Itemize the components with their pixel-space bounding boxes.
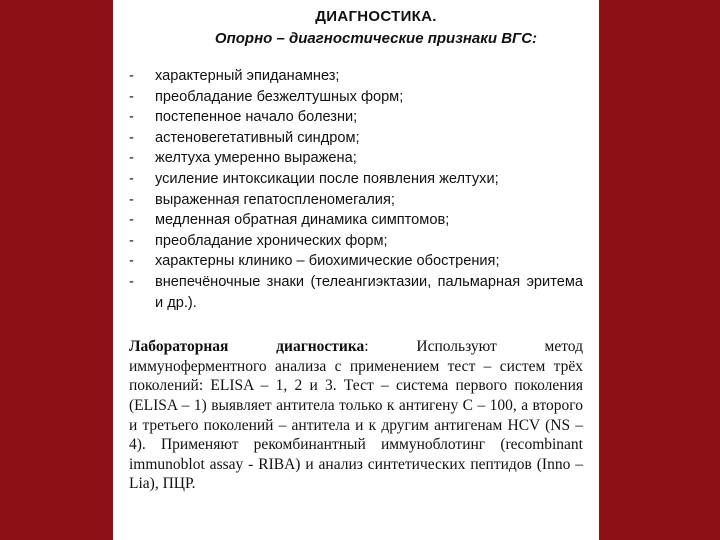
list-item <box>129 231 583 252</box>
dash-bullet: - <box>129 109 134 126</box>
dash-bullet: - <box>129 68 134 84</box>
list-item-text: характерный эпиданамнез; <box>155 68 340 84</box>
list-item-text: преобладание хронических форм; <box>155 232 388 249</box>
dash-bullet: - <box>129 129 134 146</box>
document-subtitle: Опорно – диагностические признаки ВГС: <box>214 30 538 47</box>
list-item-text: желтуха умеренно выражена; <box>155 150 357 167</box>
list-item-text: преобладание безжелтушных форм; <box>155 88 404 105</box>
list-item-text: астеновегетативный синдром; <box>155 129 360 146</box>
list-item <box>129 148 583 169</box>
list-item-text: усиление интоксикации после появления желтухи; <box>155 170 499 187</box>
list-item <box>129 66 583 87</box>
document-title: ДИАГНОСТИКА. <box>315 8 437 25</box>
lab-heading: Лабораторная диагностика <box>129 338 365 356</box>
lab-text: : Используют метод иммуноферментного анализа с применением тест – систем трёх поколений: ELISA – 1, 2 и 3. Тест – система первого поколения (ELISA – 1) выявляет антитела только к антигену С – 100, а второго и третьего поколений – антитела и к другим антигенам HCV (NS – 4). Применяют рекомбинантный иммуноблотинг (recombinant immunoblot assay - RIBA) и анализ синтетических пептидов (Inno – Lia), ПЦР. <box>129 338 583 493</box>
dash-bullet: - <box>129 88 134 105</box>
diagnostic-signs-list <box>129 66 583 313</box>
list-item-text: характерны клинико – биохимические обострения; <box>155 253 500 270</box>
list-item-text: выраженная гепатоспленомегалия; <box>155 191 395 208</box>
lab-diagnostics-paragraph <box>129 337 583 494</box>
dash-bullet: - <box>129 253 134 270</box>
dash-bullet: - <box>129 170 134 187</box>
dash-bullet: - <box>129 191 134 208</box>
list-item <box>129 87 583 108</box>
dash-bullet: - <box>129 150 134 167</box>
dash-bullet: - <box>129 273 134 290</box>
list-item <box>129 169 583 190</box>
list-item-text: внепечёночные знаки (телеангиэктазии, пальмарная эритема и др.). <box>155 273 583 311</box>
list-item <box>129 210 583 231</box>
document-page <box>113 0 599 540</box>
dash-bullet: - <box>129 232 134 249</box>
list-item-text: постепенное начало болезни; <box>155 109 358 126</box>
list-item <box>129 272 583 313</box>
list-item <box>129 107 583 128</box>
list-item <box>129 128 583 149</box>
list-item <box>129 251 583 272</box>
dash-bullet: - <box>129 212 134 229</box>
list-item-text: медленная обратная динамика симптомов; <box>155 212 450 229</box>
list-item <box>129 190 583 211</box>
